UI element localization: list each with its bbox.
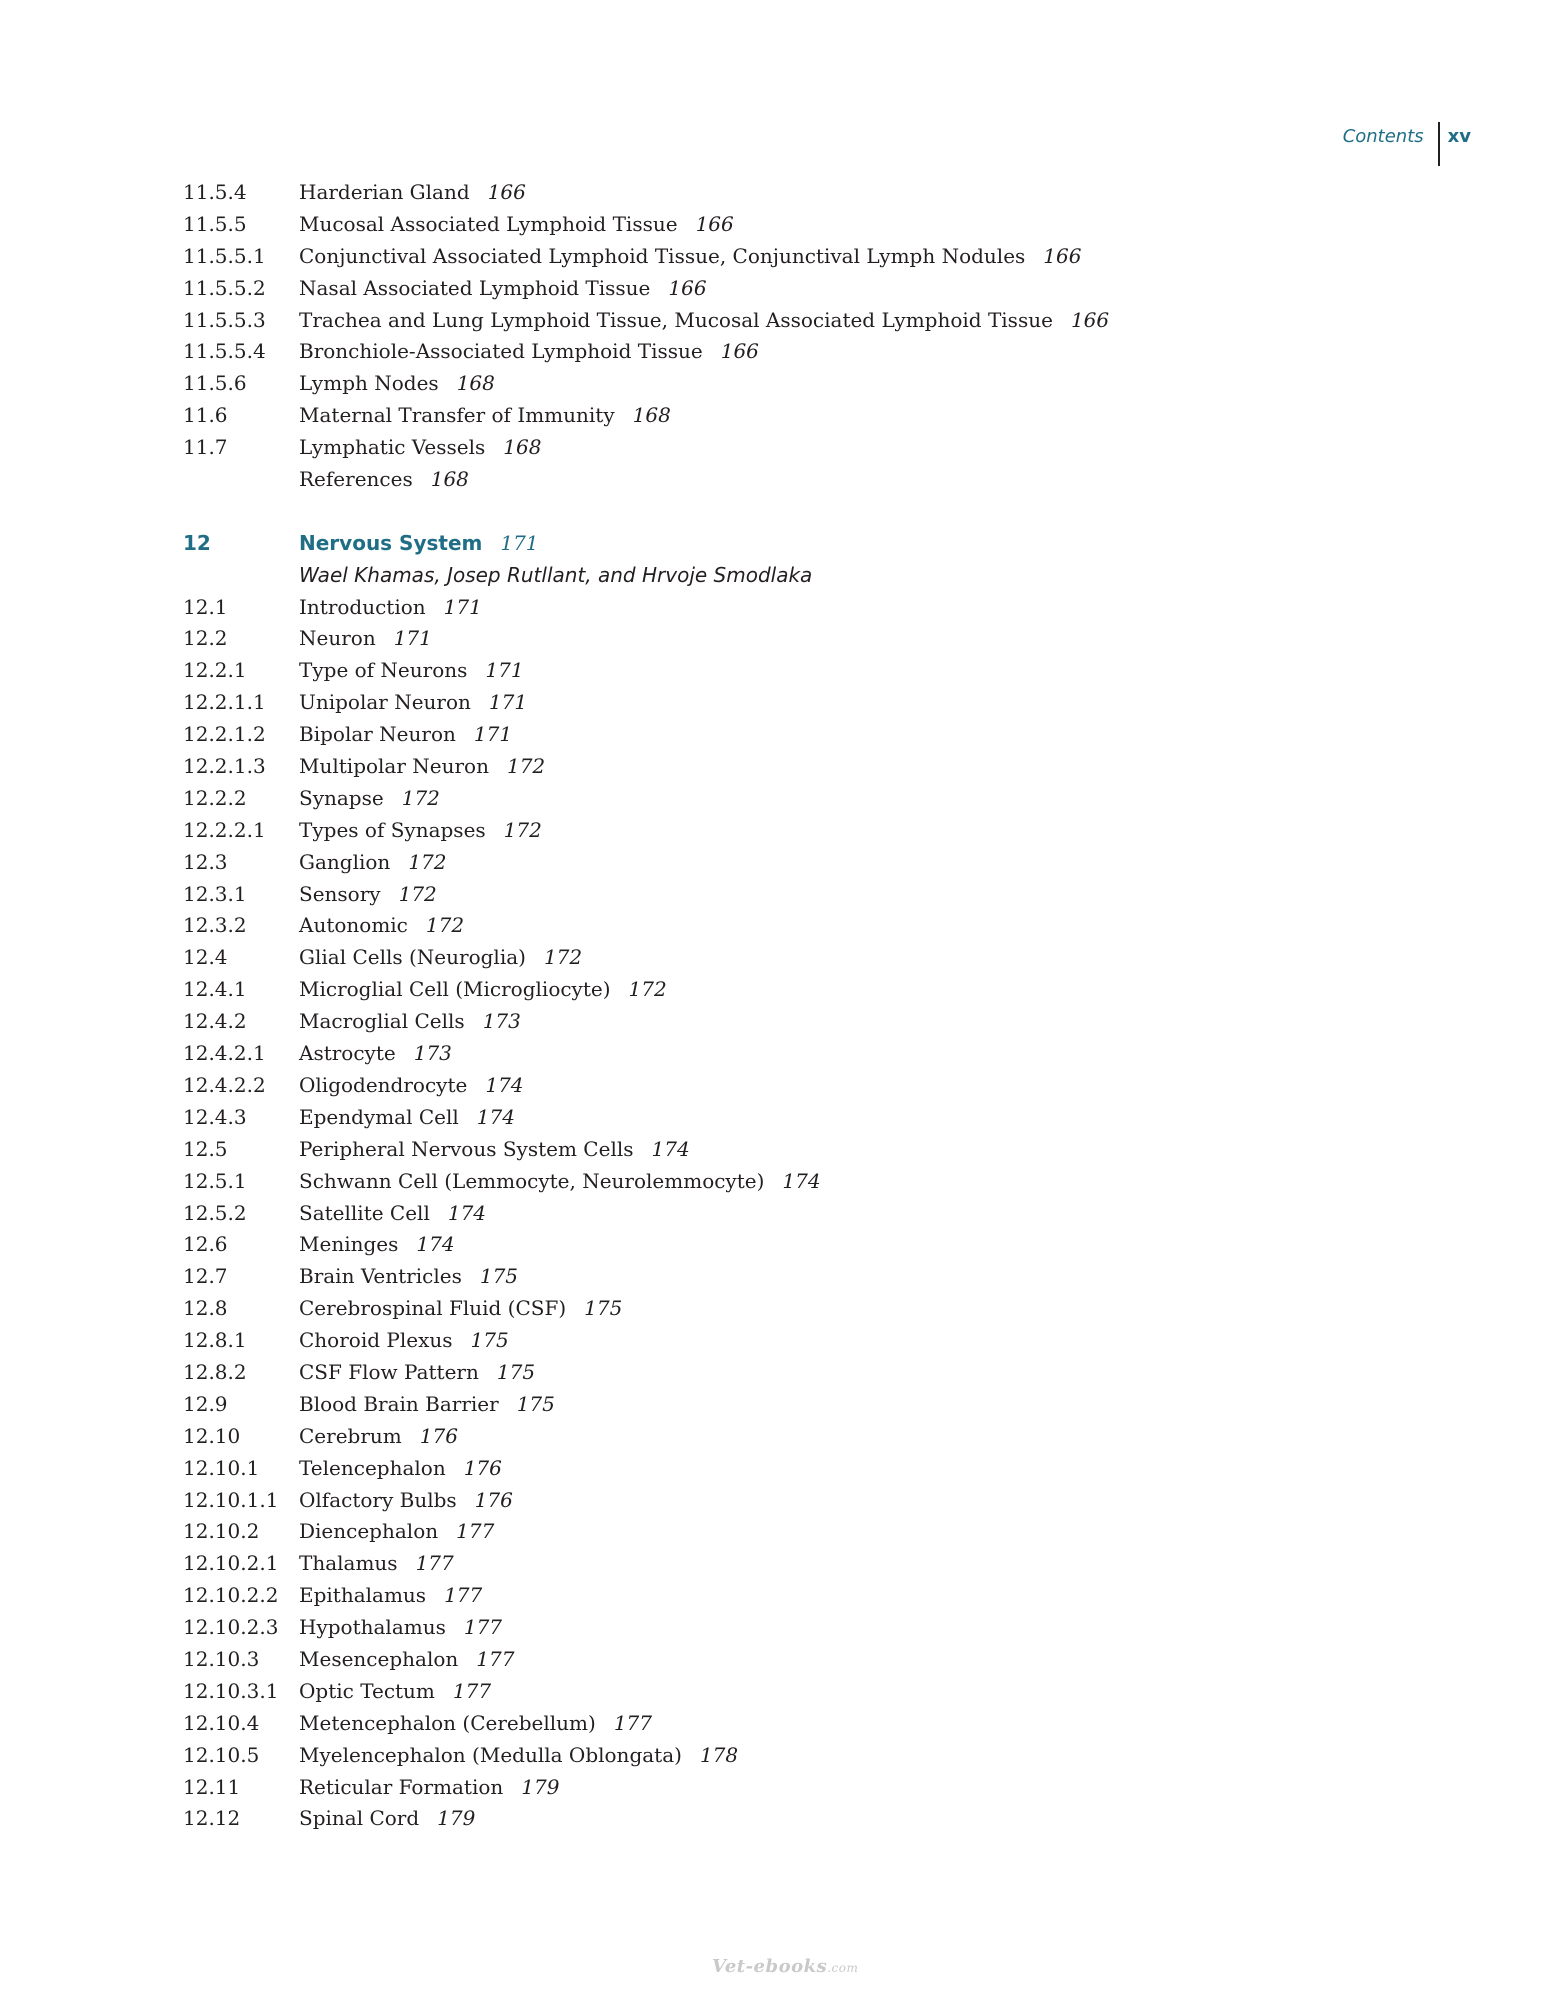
toc-entry-page: 171 xyxy=(393,626,432,651)
toc-entry[interactable] xyxy=(183,1264,1383,1296)
toc-entry[interactable] xyxy=(183,1551,1383,1583)
toc-entry-number: 12.10.4 xyxy=(183,1710,260,1735)
toc-entry-page: 175 xyxy=(496,1359,536,1384)
toc-entry-title: Diencephalon xyxy=(299,1519,439,1544)
toc-entry[interactable] xyxy=(183,1424,1383,1456)
toc-entry-title: Peripheral Nervous System Cells xyxy=(299,1136,634,1161)
toc-entry-title: Spinal Cord xyxy=(299,1806,420,1831)
toc-entry[interactable] xyxy=(183,1201,1383,1233)
toc-entry-title: Choroid Plexus xyxy=(299,1328,453,1353)
table-of-contents xyxy=(183,180,1383,1838)
toc-entry-page: 177 xyxy=(613,1710,652,1735)
toc-entry-number: 12.2.1.2 xyxy=(183,722,266,747)
chapter-page: 171 xyxy=(500,530,539,555)
toc-entry-page: 177 xyxy=(476,1646,515,1671)
toc-entry-page: 172 xyxy=(408,849,447,874)
toc-entry-page: 168 xyxy=(503,435,542,460)
toc-entry-title: Cerebrum xyxy=(299,1423,402,1448)
toc-entry-page: 166 xyxy=(1070,307,1110,332)
toc-entry-page: 175 xyxy=(584,1296,623,1321)
toc-entry-number: 12.10.2.2 xyxy=(183,1583,279,1608)
toc-entry[interactable] xyxy=(183,1711,1383,1743)
toc-entry-title: Reticular Formation xyxy=(299,1774,504,1799)
toc-entry[interactable] xyxy=(183,1169,1383,1201)
toc-entry[interactable] xyxy=(183,754,1383,786)
toc-entry-page: 175 xyxy=(516,1391,555,1416)
toc-entry-title: Autonomic xyxy=(299,913,408,938)
toc-entry-title: Metencephalon (Cerebellum) xyxy=(299,1710,596,1735)
toc-entry[interactable] xyxy=(183,180,1383,212)
toc-entry-number: 11.5.5.1 xyxy=(183,243,266,268)
toc-entry[interactable] xyxy=(183,1041,1383,1073)
toc-entry-number: 12.10.3 xyxy=(183,1646,260,1671)
toc-entry-title: Mucosal Associated Lymphoid Tissue xyxy=(299,211,678,236)
toc-entry-title: Satellite Cell xyxy=(299,1200,430,1225)
toc-entry-number: 12.2.1.3 xyxy=(183,754,266,779)
toc-entry-page: 174 xyxy=(447,1200,487,1225)
toc-entry-page: 166 xyxy=(720,339,759,364)
toc-entry[interactable] xyxy=(183,913,1383,945)
toc-entry-number: 12.3 xyxy=(183,849,228,874)
running-head xyxy=(1343,122,1471,166)
toc-entry-page: 179 xyxy=(521,1774,560,1799)
chapter-authors-row xyxy=(183,563,1383,595)
toc-entry-title: Brain Ventricles xyxy=(299,1264,462,1289)
toc-entry-page: 174 xyxy=(485,1072,524,1097)
toc-entry-page: 178 xyxy=(699,1742,739,1767)
toc-entry-title: CSF Flow Pattern xyxy=(299,1359,479,1384)
toc-entry-title: Ependymal Cell xyxy=(299,1104,459,1129)
toc-entry[interactable] xyxy=(183,1392,1383,1424)
toc-entry[interactable] xyxy=(183,690,1383,722)
watermark-name: Vet-ebooks xyxy=(712,1956,828,1977)
toc-entry[interactable] xyxy=(183,945,1383,977)
chapter-title: Nervous System xyxy=(299,530,483,555)
toc-entry-title: Hypothalamus xyxy=(299,1615,446,1640)
toc-entry-number: 12.2.2 xyxy=(183,785,247,810)
toc-entry-title: Maternal Transfer of Immunity xyxy=(299,403,615,428)
toc-entry[interactable] xyxy=(183,339,1383,371)
toc-entry-number: 12.2.2.1 xyxy=(183,817,266,842)
toc-entry-number: 12.8.2 xyxy=(183,1359,247,1384)
toc-entry-title: Optic Tectum xyxy=(299,1678,435,1703)
toc-entry-number: 12.7 xyxy=(183,1264,228,1289)
toc-entry[interactable] xyxy=(183,1009,1383,1041)
toc-entry-number: 12.4 xyxy=(183,945,228,970)
toc-entry-page: 174 xyxy=(416,1232,455,1257)
toc-entry-page: 172 xyxy=(628,977,667,1002)
toc-entry-title: Conjunctival Associated Lymphoid Tissue, Conjunctival Lymph Nodules xyxy=(299,243,1026,268)
toc-entry-page: 172 xyxy=(401,785,440,810)
toc-entry-number: 12.4.1 xyxy=(183,977,247,1002)
toc-entry-title: Lymph Nodes xyxy=(299,371,439,396)
toc-entry[interactable] xyxy=(183,1456,1383,1488)
toc-entry-page: 173 xyxy=(413,1041,452,1066)
toc-entry-title: Lymphatic Vessels xyxy=(299,435,486,460)
toc-entry-title: Oligodendrocyte xyxy=(299,1072,468,1097)
toc-entry-number: 11.7 xyxy=(183,435,228,460)
toc-entry-page: 175 xyxy=(479,1264,519,1289)
toc-entry-page: 172 xyxy=(503,817,542,842)
toc-entry-page: 176 xyxy=(463,1455,502,1480)
toc-entry[interactable] xyxy=(183,1615,1383,1647)
toc-entry-page: 168 xyxy=(456,371,495,396)
chapter-gap xyxy=(183,499,1383,531)
toc-entry[interactable] xyxy=(183,276,1383,308)
toc-entry-page: 171 xyxy=(485,658,524,683)
toc-entry-page: 174 xyxy=(476,1104,515,1129)
toc-entry-title: Blood Brain Barrier xyxy=(299,1391,499,1416)
toc-entry[interactable] xyxy=(183,1296,1383,1328)
watermark-logo xyxy=(712,1956,858,1977)
toc-entry-page: 177 xyxy=(463,1615,503,1640)
toc-entry-number: 12.4.2.1 xyxy=(183,1041,266,1066)
toc-entry-number: 12.5.1 xyxy=(183,1168,247,1193)
toc-entry[interactable] xyxy=(183,1137,1383,1169)
toc-entry-page: 176 xyxy=(419,1423,458,1448)
toc-entry[interactable] xyxy=(183,1743,1383,1775)
toc-entry[interactable] xyxy=(183,244,1383,276)
toc-entry-number: 11.5.5.3 xyxy=(183,307,266,332)
toc-entry-number: 12.1 xyxy=(183,594,228,619)
toc-entry-page: 173 xyxy=(482,1009,521,1034)
toc-entry[interactable] xyxy=(183,212,1383,244)
toc-entry-number: 12.9 xyxy=(183,1391,228,1416)
toc-section-chapter-12 xyxy=(183,595,1383,1839)
toc-entry-title: Macroglial Cells xyxy=(299,1009,465,1034)
toc-entry-title: Thalamus xyxy=(299,1551,398,1576)
toc-entry[interactable] xyxy=(183,1073,1383,1105)
toc-entry[interactable] xyxy=(183,435,1383,467)
toc-entry-number: 12.4.2.2 xyxy=(183,1072,266,1097)
toc-entry-title: Harderian Gland xyxy=(299,180,470,204)
toc-entry-number: 11.6 xyxy=(183,403,228,428)
toc-entry-title: Types of Synapses xyxy=(299,817,486,842)
toc-entry-number: 12.10.5 xyxy=(183,1742,260,1767)
toc-entry-page: 179 xyxy=(437,1806,476,1831)
toc-entry[interactable] xyxy=(183,467,1383,499)
chapter-heading[interactable] xyxy=(183,531,1383,563)
toc-entry[interactable] xyxy=(183,850,1383,882)
toc-entry-page: 171 xyxy=(473,722,513,747)
toc-entry-number: 12.10.3.1 xyxy=(183,1678,279,1703)
toc-entry-number: 11.5.5.2 xyxy=(183,275,266,300)
toc-entry-number: 12.10.1.1 xyxy=(183,1487,279,1512)
toc-entry-number: 12.4.2 xyxy=(183,1009,247,1034)
toc-entry[interactable] xyxy=(183,1583,1383,1615)
toc-entry-title: Multipolar Neuron xyxy=(299,754,489,779)
toc-entry-number: 12.12 xyxy=(183,1806,241,1831)
toc-entry[interactable] xyxy=(183,1105,1383,1137)
toc-entry-number: 12.10.1 xyxy=(183,1455,260,1480)
toc-entry[interactable] xyxy=(183,1519,1383,1551)
toc-entry-title: Unipolar Neuron xyxy=(299,690,471,715)
chapter-authors: Wael Khamas, Josep Rutllant, and Hrvoje Smodlaka xyxy=(299,562,813,587)
toc-entry-page: 177 xyxy=(444,1583,483,1608)
toc-entry[interactable] xyxy=(183,1360,1383,1392)
toc-entry-number: 12.5 xyxy=(183,1136,228,1161)
toc-entry[interactable] xyxy=(183,1232,1383,1264)
toc-entry-title: Mesencephalon xyxy=(299,1646,459,1671)
toc-entry-number: 12.4.3 xyxy=(183,1104,247,1129)
toc-entry[interactable] xyxy=(183,595,1383,627)
toc-entry-number: 12.10.2 xyxy=(183,1519,260,1544)
toc-entry-number: 12.6 xyxy=(183,1232,228,1257)
toc-entry-page: 175 xyxy=(470,1328,509,1353)
toc-entry-page: 172 xyxy=(506,754,546,779)
watermark-suffix: .com xyxy=(827,1961,859,1975)
toc-entry[interactable] xyxy=(183,658,1383,690)
toc-entry-number: 11.5.5 xyxy=(183,211,247,236)
toc-entry-title: Astrocyte xyxy=(299,1041,396,1066)
toc-entry[interactable] xyxy=(183,977,1383,1009)
toc-entry[interactable] xyxy=(183,1679,1383,1711)
toc-entry-title: Epithalamus xyxy=(299,1583,427,1608)
toc-entry-title: Synapse xyxy=(299,785,384,810)
toc-entry-title: Schwann Cell (Lemmocyte, Neurolemmocyte) xyxy=(299,1168,765,1193)
toc-entry-number: 12.8.1 xyxy=(183,1328,247,1353)
toc-entry-number: 11.5.4 xyxy=(183,180,247,204)
toc-entry-number: 12.11 xyxy=(183,1774,241,1799)
toc-entry-title: Sensory xyxy=(299,881,381,906)
toc-entry[interactable] xyxy=(183,626,1383,658)
toc-entry-number: 12.8 xyxy=(183,1296,228,1321)
toc-entry-title: Ganglion xyxy=(299,849,391,874)
running-head-section: Contents xyxy=(1342,126,1424,147)
toc-entry-title: Introduction xyxy=(299,594,426,619)
toc-entry-page: 166 xyxy=(695,211,734,236)
toc-entry[interactable] xyxy=(183,722,1383,754)
toc-entry-title: Olfactory Bulbs xyxy=(299,1487,457,1512)
toc-entry-title: Cerebrospinal Fluid (CSF) xyxy=(299,1296,567,1321)
toc-entry-number: 12.2 xyxy=(183,626,228,651)
toc-entry[interactable] xyxy=(183,882,1383,914)
toc-entry[interactable] xyxy=(183,1775,1383,1807)
toc-entry-number: 12.3.2 xyxy=(183,913,247,938)
toc-entry-title: References xyxy=(299,467,413,492)
toc-entry-title: Myelencephalon (Medulla Oblongata) xyxy=(299,1742,682,1767)
toc-entry[interactable] xyxy=(183,403,1383,435)
toc-entry-page: 168 xyxy=(632,403,671,428)
toc-entry[interactable] xyxy=(183,818,1383,850)
toc-entry[interactable] xyxy=(183,1488,1383,1520)
toc-entry-page: 176 xyxy=(474,1487,513,1512)
toc-entry-title: Microglial Cell (Microgliocyte) xyxy=(299,977,611,1002)
toc-entry-title: Meninges xyxy=(299,1232,399,1257)
toc-entry-title: Telencephalon xyxy=(299,1455,446,1480)
chapter-number: 12 xyxy=(183,530,211,555)
toc-entry-page: 166 xyxy=(487,180,526,204)
toc-entry-title: Bipolar Neuron xyxy=(299,722,456,747)
toc-entry-page: 171 xyxy=(488,690,528,715)
toc-entry-page: 174 xyxy=(782,1168,821,1193)
toc-entry-page: 172 xyxy=(398,881,437,906)
toc-entry-number: 12.3.1 xyxy=(183,881,247,906)
toc-entry-title: Bronchiole-Associated Lymphoid Tissue xyxy=(299,339,703,364)
toc-entry[interactable] xyxy=(183,1647,1383,1679)
toc-entry-number: 11.5.5.4 xyxy=(183,339,266,364)
toc-entry-number: 12.2.1 xyxy=(183,658,247,683)
toc-entry-number: 12.5.2 xyxy=(183,1200,247,1225)
toc-entry-title: Trachea and Lung Lymphoid Tissue, Mucosal Associated Lymphoid Tissue xyxy=(299,307,1053,332)
toc-entry-number: 12.10.2.1 xyxy=(183,1551,279,1576)
toc-entry-page: 177 xyxy=(456,1519,495,1544)
toc-entry-page: 172 xyxy=(425,913,465,938)
toc-section-chapter-11 xyxy=(183,180,1383,499)
toc-entry[interactable] xyxy=(183,786,1383,818)
toc-entry-page: 172 xyxy=(543,945,583,970)
toc-entry-number: 12.10.2.3 xyxy=(183,1615,279,1640)
toc-entry-title: Neuron xyxy=(299,626,376,651)
page-number: xv xyxy=(1447,126,1471,147)
toc-entry-number: 12.10 xyxy=(183,1423,241,1448)
toc-entry[interactable] xyxy=(183,308,1383,340)
toc-entry-page: 174 xyxy=(651,1136,690,1161)
toc-entry[interactable] xyxy=(183,371,1383,403)
toc-entry-number: 11.5.6 xyxy=(183,371,247,396)
toc-entry-page: 168 xyxy=(430,467,469,492)
toc-entry-page: 166 xyxy=(1043,243,1082,268)
toc-entry-page: 166 xyxy=(668,275,707,300)
toc-entry-page: 171 xyxy=(443,594,482,619)
toc-entry-page: 177 xyxy=(452,1678,492,1703)
toc-entry[interactable] xyxy=(183,1328,1383,1360)
toc-entry-page: 177 xyxy=(415,1551,454,1576)
toc-entry-number: 12.2.1.1 xyxy=(183,690,266,715)
toc-entry[interactable] xyxy=(183,1806,1383,1838)
toc-entry-title: Nasal Associated Lymphoid Tissue xyxy=(299,275,651,300)
toc-entry-title: Glial Cells (Neuroglia) xyxy=(299,945,526,970)
toc-entry-title: Type of Neurons xyxy=(299,658,468,683)
